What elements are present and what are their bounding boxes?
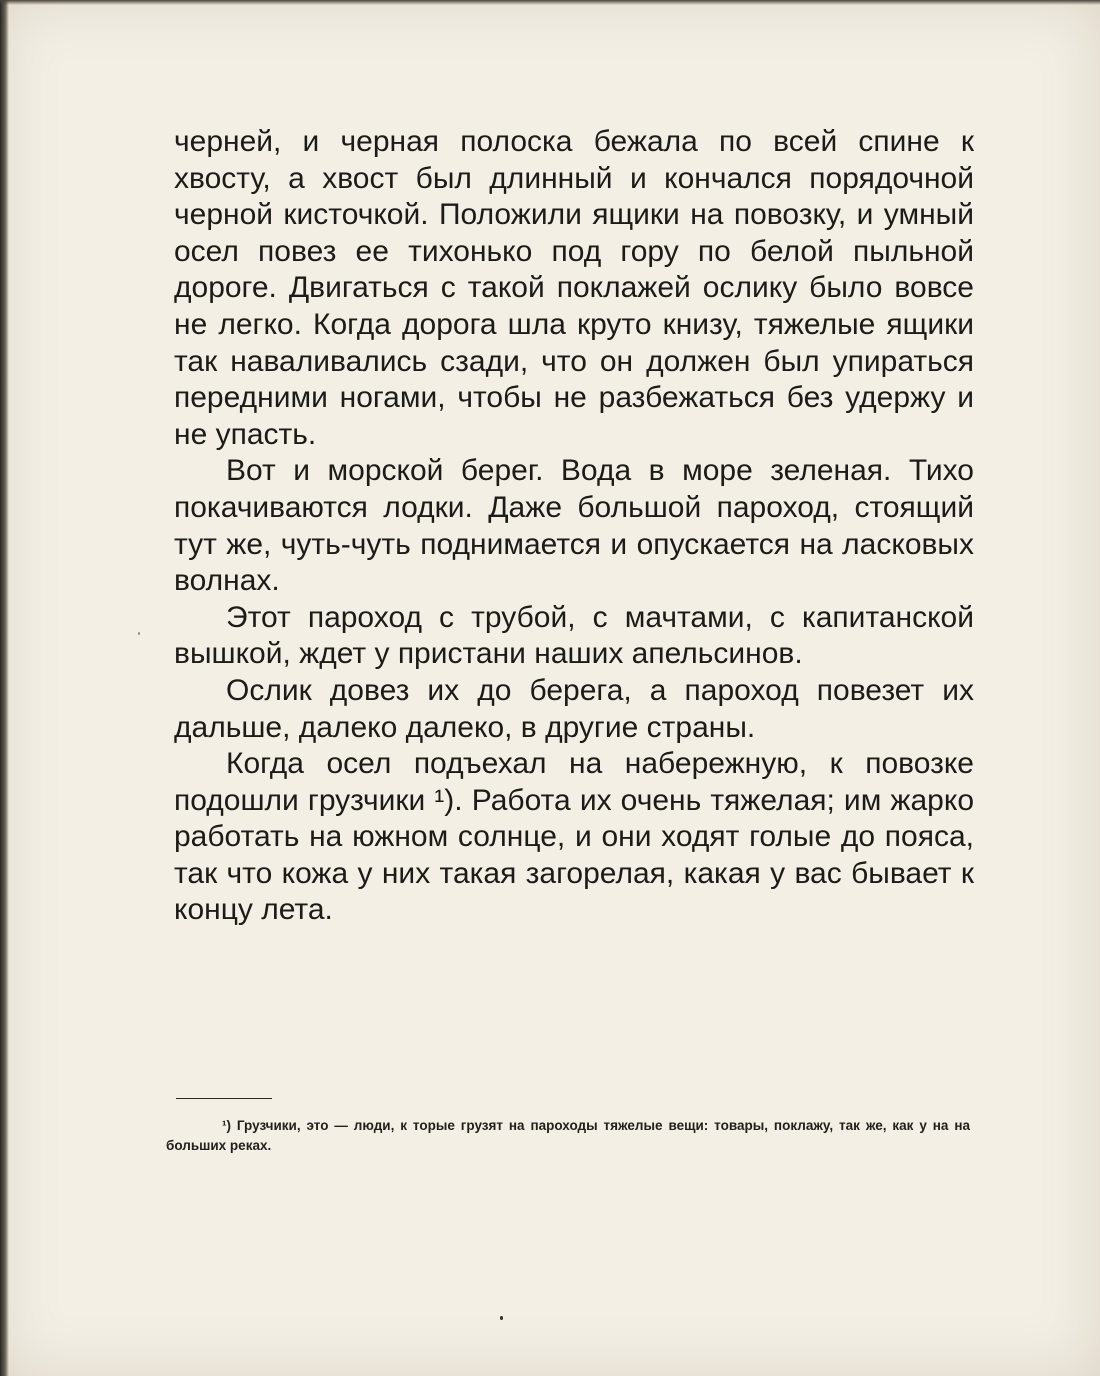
footnote: ¹) Грузчики, это — люди, к торые грузят на пароходы тяжелые вещи: товары, поклажу, так же, как у на на больших реках. [166,1118,970,1153]
page-top-shadow [0,0,1100,5]
paper-speck [138,632,140,635]
paragraph-5: Когда осел подъехал на набережную, к повозке подошли грузчики ¹). Работа их очень тяжелая; им жарко работать на южном солнце, и они ходят голые до пояса, так что кожа у них такая загорелая, какая у вас бывает к концу лета. [174,747,974,927]
paragraph-4: Ослик довез их до берега, а пароход повезет их дальше, далеко далеко, в другие страны. [174,673,974,744]
paragraph-1: черней, и черная полоска бежала по всей спине к хвосту, а хвост был длинный и кончался порядочной черной кисточкой. Положили ящики на повозку, и умный осел повез ее тихонько под гору по белой пыльной дороге. Двигаться с такой поклажей ослику было вовсе не легко. Когда дорога шла круто книзу, тяжелые ящики так наваливались сзади, что он должен был упираться передними ногами, чтобы не разбежаться без удержу и не упасть. [174,125,974,451]
footnote-divider [176,1098,272,1099]
main-text [174,124,974,929]
paragraph-3: Этот пароход с трубой, с мачтами, с капитанской вышкой, ждет у пристани наших апельсинов. [174,600,974,671]
page-binding-shadow [0,0,9,1376]
paper-speck [500,1316,503,1320]
paragraph-2: Вот и морской берег. Вода в море зеленая. Тихо покачиваются лодки. Даже большой пароход, стоящий тут же, чуть-чуть поднимается и опускается на ласковых волнах. [174,454,974,598]
